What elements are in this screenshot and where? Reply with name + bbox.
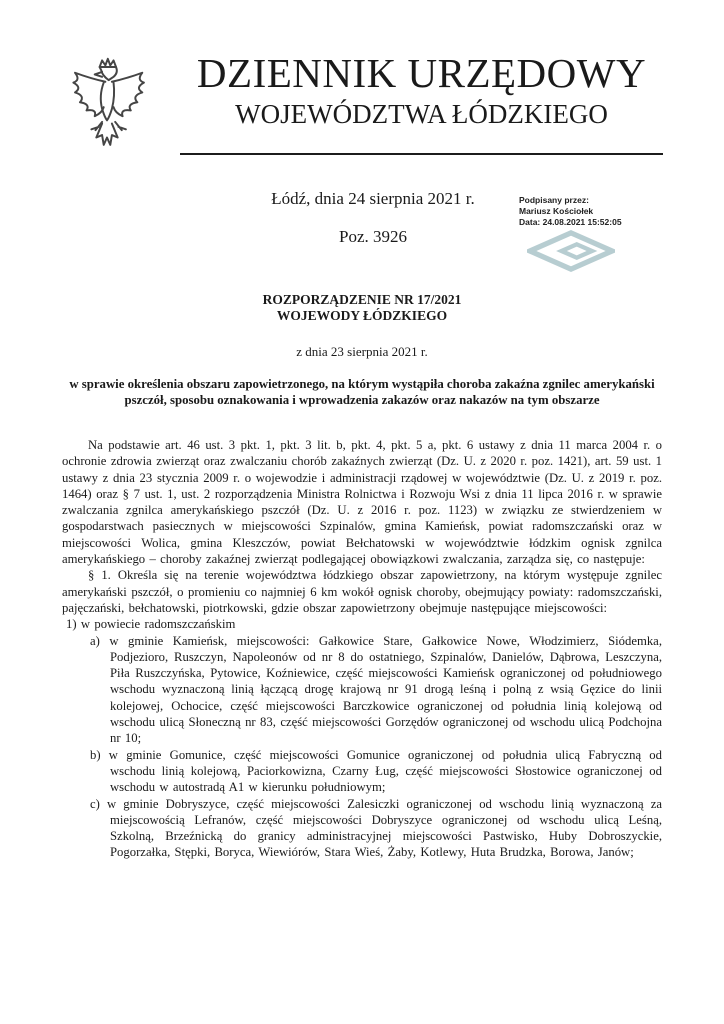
journal-title-line2: WOJEWÓDZTWA ŁÓDZKIEGO [235,99,608,129]
section-1-paragraph: § 1. Określa się na terenie województwa łódzkiego obszar zapowietrzony, na którym występuje zgnilec amerykański pszczół, o promieniu co najmniej 6 km wokół ognisk choroby, obejmujący powiaty: radomszczański, pajęczański, bełchatowski, piotrkowski, gdzie obszar zapowietrzony obejmuje następujące miejscowości: [62,568,662,615]
dateline: Łódź, dnia 24 sierpnia 2021 r. [271,189,475,208]
signature-signed-by-label: Podpisany przez: [519,195,589,205]
position-number: Poz. 3926 [339,227,407,246]
act-title [62,292,662,323]
list-item-b: b) w gminie Gomunice, część miejscowości Gomunice ograniczonej od południa ulicą Fabryczną od wschodu linią kolejową, Paciorkowizna, Czarny Ług, część miejscowości Słostowice ograniczonej od wschodu w autostradą A1 w kierunku południowym; [90,747,662,795]
masthead-titles [180,50,663,155]
preamble-paragraph: Na podstawie art. 46 ust. 3 pkt. 1, pkt. 3 lit. b, pkt. 4, pkt. 5 a, pkt. 6 ustawy z dnia 11 marca 2004 r. o ochronie zdrowia zwierząt oraz zwalczaniu chorób zakaźnych zwierząt (Dz. U. z 2020 r. poz. 1421), art. 59 ust. 1 ustawy z dnia 23 stycznia 2009 r. o wojewodzie i administracji rządowej w województwie (Dz. U. z 2019 r. poz. 1464) oraz § 7 ust. 1, ust. 2 rozporządzenia Ministra Rolnictwa i Rozwoju Wsi z dnia 11 lipca 2016 r. w sprawie zwalczania zgnilca amerykańskiego pszczół (Dz. U. z 2016 r. poz. 1123) w związku ze stwierdzeniem w gospodarstwach pasiecznych w miejscowości Szpinalów, gmina Kamieńsk, powiat radomszczański oraz w miejscowości Wolica, gmina Kleszczów, powiat Bełchatowski w województwie łódzkim ognisk zgnilca amerykańskiego – choroby zakaźnej zwierząt podlegającej obowiązkowi zwalczania, zarządza się, co następuje: [62,438,662,567]
act-issuer: WOJEWODY ŁÓDZKIEGO [276,307,448,323]
list-item-c: c) w gminie Dobryszyce, część miejscowości Zalesiczki ograniczonej od wschodu linią wyznaczoną za miejscowością Lefranów, część miejscowości Dobryszyce ograniczonej od wschodu ulicą Leśną, Szkolną, Brzeźnicką do granicy administracyjnej miejscowości Pastwisko, Huby Dobroszyckie, Pogorzałka, Stępki, Boryca, Wiewiórów, Stara Wieś, Żaby, Kotlewy, Huta Brudzka, Borowa, Janów; [90,796,662,860]
document-body [62,437,662,861]
signature-block [519,195,659,275]
diamond-seal-icon [527,230,659,275]
signature-date: Data: 24.08.2021 15:52:05 [519,217,622,227]
list-item-a: a) w gminie Kamieńsk, miejscowości: Gałkowice Stare, Gałkowice Nowe, Włodzimierz, Siódemka, Podjezioro, Ruszczyn, Napoleonów od nr 8 do ostatniego, Szpinalów, Danielów, Dąbrowa, Leszczyna, Piła Ruszczyńska, Pytowice, Koźniewice, część miejscowości Kamieńsk ograniczonej od południowego wschodu wyznaczoną linią łączącą drogę krajową nr 91 drogą leśną i polną z wsią Gęzice do linii kolejowej, Ochocice, część miejscowości Barczkowice ograniczonej od południa linią kolejową od wschodu ulicą Słoneczną nr 83, część miejscowości Gorzędów ograniczonej od wschodu ulicą Podchojna nr 10; [90,633,662,746]
act-date: z dnia 23 sierpnia 2021 r. [296,344,428,359]
polish-eagle-emblem-icon [62,50,180,166]
list-heading-powiat-radomszczanski: 1) w powiecie radomszczańskim [66,617,236,632]
signature-signer-name: Mariusz Kościołek [519,206,594,216]
journal-title-line1: DZIENNIK URZĘDOWY [196,50,647,96]
act-number: ROZPORZĄDZENIE NR 17/2021 [262,292,462,307]
masthead [62,50,663,166]
act-subject: w sprawie określenia obszaru zapowietrzonego, na którym wystąpiła choroba zakaźna zgnilec amerykański pszczół, sposobu oznakowania i wprowadzenia zakazów oraz nakazów na tym obszarze [69,377,655,407]
